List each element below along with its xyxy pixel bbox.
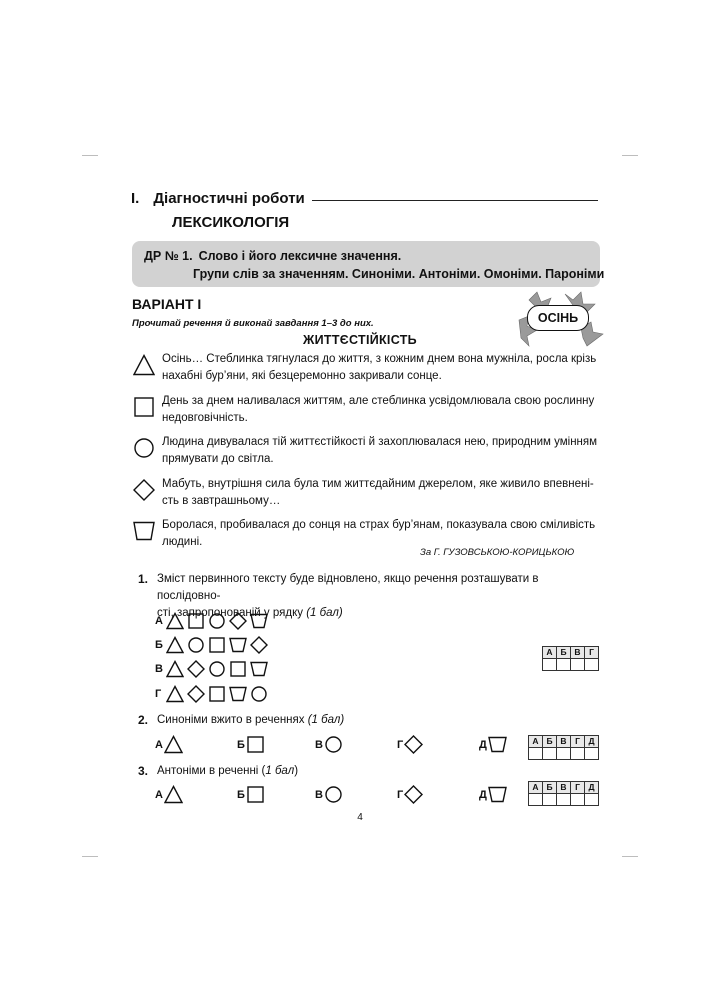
option-label: Б xyxy=(237,788,245,801)
q2-option-А[interactable] xyxy=(155,735,183,754)
q3-number: 3. xyxy=(138,764,149,778)
grid-header-cell: Д xyxy=(585,736,599,748)
grid-header-cell: Г xyxy=(571,782,585,794)
q1-answer-grid xyxy=(542,646,599,671)
instruction: Прочитай речення й виконай завдання 1–3 до них. xyxy=(132,318,374,329)
paragraph-marker xyxy=(133,396,155,418)
diamond-icon xyxy=(229,612,247,630)
circle-icon xyxy=(324,785,343,804)
q1-option-row[interactable] xyxy=(155,660,271,678)
diamond-icon xyxy=(187,660,205,678)
crop-mark xyxy=(622,155,638,156)
crop-mark xyxy=(82,155,98,156)
grid-answer-cell[interactable] xyxy=(557,794,571,806)
triangle-icon xyxy=(133,354,155,376)
option-label: А xyxy=(155,788,163,801)
option-label: Г xyxy=(397,738,404,751)
q1-line2-text: сті, запропонованій у рядку xyxy=(157,607,303,619)
circle-icon xyxy=(250,685,268,703)
triangle-icon xyxy=(166,660,184,678)
grid-answer-cell[interactable] xyxy=(571,794,585,806)
q1-option-row[interactable] xyxy=(155,636,271,654)
q1-points: (1 бал) xyxy=(306,607,343,619)
grid-header-cell: А xyxy=(529,736,543,748)
q2-answer-grid xyxy=(528,735,599,760)
q1-option-row[interactable] xyxy=(155,612,271,630)
variant-heading: ВАРІАНТ І xyxy=(132,296,202,312)
square-icon xyxy=(133,396,155,418)
trapezoid-icon xyxy=(229,685,247,703)
option-label: Б xyxy=(237,738,245,751)
section-heading xyxy=(131,190,305,207)
q3-option-А[interactable] xyxy=(155,785,183,804)
diamond-icon xyxy=(187,685,205,703)
crop-mark xyxy=(82,856,98,857)
section-title: Діагностичні роботи xyxy=(153,190,305,207)
q2-option-Г[interactable] xyxy=(397,735,423,754)
diamond-icon xyxy=(404,735,423,754)
paragraph xyxy=(162,517,602,551)
square-icon xyxy=(246,735,265,754)
grid-answer-cell[interactable] xyxy=(557,659,571,671)
dr-title-line1 xyxy=(144,249,401,263)
paragraph xyxy=(162,393,602,427)
option-label: В xyxy=(315,738,323,751)
q2-number: 2. xyxy=(138,713,149,727)
grid-answer-cell[interactable] xyxy=(571,659,585,671)
grid-header-cell: Г xyxy=(585,647,599,659)
circle-icon xyxy=(187,636,205,654)
text-title: ЖИТТЄСТІЙКІСТЬ xyxy=(303,333,417,347)
paragraph-line: прямувати до світла. xyxy=(162,453,274,465)
grid-header-cell: В xyxy=(557,736,571,748)
circle-icon xyxy=(133,437,155,459)
paragraph-line: День за днем наливалася життям, але стеблинка усвідомлювала свою рослинну xyxy=(162,395,595,407)
square-icon xyxy=(187,612,205,630)
trapezoid-icon xyxy=(488,735,507,754)
paragraph-marker xyxy=(133,437,155,459)
triangle-icon xyxy=(166,685,184,703)
grid-answer-cell[interactable] xyxy=(529,794,543,806)
trapezoid-icon xyxy=(250,660,268,678)
square-icon xyxy=(208,685,226,703)
paragraph-line: людині. xyxy=(162,536,203,548)
square-icon xyxy=(246,785,265,804)
option-label: А xyxy=(155,738,163,751)
grid-header-cell: А xyxy=(543,647,557,659)
paragraph-line: Людина дивувалася тій життєстійкості й захоплювалася нею, природним умінням xyxy=(162,436,598,448)
paragraph-line: недовговічність. xyxy=(162,412,248,424)
q3-close: ) xyxy=(294,765,299,777)
paragraph-marker xyxy=(133,479,155,501)
section-rule xyxy=(312,200,598,201)
square-icon xyxy=(229,660,247,678)
paragraph-line: нахабні бур’яни, які безцеремонно закривали сонце. xyxy=(162,370,442,382)
grid-answer-cell[interactable] xyxy=(585,794,599,806)
grid-answer-cell[interactable] xyxy=(543,659,557,671)
page-number: 4 xyxy=(357,812,363,823)
q3-text-body: Антоніми в реченні ( xyxy=(157,765,266,777)
q3-text xyxy=(157,763,602,780)
paragraph-line: Боролася, пробивалася до сонця на страх бур’янам, показувала свою сміливість xyxy=(162,519,596,531)
option-label: Г xyxy=(397,788,404,801)
dr-title-line2: Групи слів за значенням. Синоніми. Антоніми. Омоніми. Пароніми xyxy=(193,267,605,281)
option-label: В xyxy=(155,663,163,675)
paragraph-line: Осінь… Стеблинка тягнулася до життя, з кожним днем вона мужніла, росла крізь xyxy=(162,353,597,365)
q1-option-row[interactable] xyxy=(155,685,271,703)
crop-mark xyxy=(622,856,638,857)
q3-answer-grid xyxy=(528,781,599,806)
option-label: В xyxy=(315,788,323,801)
option-label: Г xyxy=(155,688,162,700)
grid-header-cell: А xyxy=(529,782,543,794)
paragraph-marker xyxy=(133,354,155,376)
dr-code: ДР № 1. xyxy=(144,249,193,263)
q1-number: 1. xyxy=(138,572,149,586)
grid-answer-cell[interactable] xyxy=(543,794,557,806)
triangle-icon xyxy=(164,785,183,804)
trapezoid-icon xyxy=(229,636,247,654)
q2-option-Д[interactable] xyxy=(479,735,507,754)
subsection-title: ЛЕКСИКОЛОГІЯ xyxy=(172,214,290,231)
grid-answer-cell[interactable] xyxy=(585,748,599,760)
circle-icon xyxy=(208,660,226,678)
paragraph-line: сть в завтрашньому… xyxy=(162,495,281,507)
grid-header-cell: Б xyxy=(543,782,557,794)
q3-option-В[interactable] xyxy=(315,785,343,804)
q3-option-Д[interactable] xyxy=(479,785,507,804)
paragraph-line: Мабуть, внутрішня сила була тим життєдайним джерелом, яке живило впевнені- xyxy=(162,478,594,490)
paragraph-marker xyxy=(133,520,155,542)
paragraph xyxy=(162,351,602,385)
q3-option-Г[interactable] xyxy=(397,785,423,804)
section-number: I. xyxy=(131,190,140,207)
triangle-icon xyxy=(164,735,183,754)
grid-answer-cell[interactable] xyxy=(543,748,557,760)
q2-points: (1 бал) xyxy=(307,714,345,726)
diamond-icon xyxy=(404,785,423,804)
square-icon xyxy=(208,636,226,654)
grid-header-cell: В xyxy=(571,647,585,659)
grid-header-cell: Г xyxy=(571,736,585,748)
triangle-icon xyxy=(166,636,184,654)
paragraph xyxy=(162,476,602,510)
grid-answer-cell[interactable] xyxy=(557,748,571,760)
option-label: Д xyxy=(479,738,487,751)
attribution: За Г. ГУЗОВСЬКОЮ-КОРИЦЬКОЮ xyxy=(420,547,575,558)
option-label: А xyxy=(155,615,163,627)
grid-answer-cell[interactable] xyxy=(585,659,599,671)
trapezoid-icon xyxy=(488,785,507,804)
diamond-icon xyxy=(250,636,268,654)
q2-text-body: Синоніми вжито в реченнях xyxy=(157,714,305,726)
q1-line1: Зміст первинного тексту буде відновлено, якщо речення розташувати в послідовно- xyxy=(157,573,539,602)
grid-header-cell: Б xyxy=(543,736,557,748)
circle-icon xyxy=(208,612,226,630)
q3-option-Б[interactable] xyxy=(237,785,265,804)
q2-option-Б[interactable] xyxy=(237,735,265,754)
option-label: Д xyxy=(479,788,487,801)
q3-points: 1 бал xyxy=(265,765,295,777)
option-label: Б xyxy=(155,639,163,651)
circle-icon xyxy=(324,735,343,754)
season-badge: ОСІНЬ xyxy=(527,305,589,331)
triangle-icon xyxy=(166,612,184,630)
grid-answer-cell[interactable] xyxy=(529,748,543,760)
grid-header-cell: Б xyxy=(557,647,571,659)
q2-option-В[interactable] xyxy=(315,735,343,754)
grid-answer-cell[interactable] xyxy=(571,748,585,760)
paragraph xyxy=(162,434,602,468)
diamond-icon xyxy=(133,479,155,501)
q2-text xyxy=(157,712,602,729)
grid-header-cell: Д xyxy=(585,782,599,794)
trapezoid-icon xyxy=(250,612,268,630)
grid-header-cell: В xyxy=(557,782,571,794)
dr-topic: Слово і його лексичне значення. xyxy=(198,249,402,263)
trapezoid-icon xyxy=(133,520,155,542)
